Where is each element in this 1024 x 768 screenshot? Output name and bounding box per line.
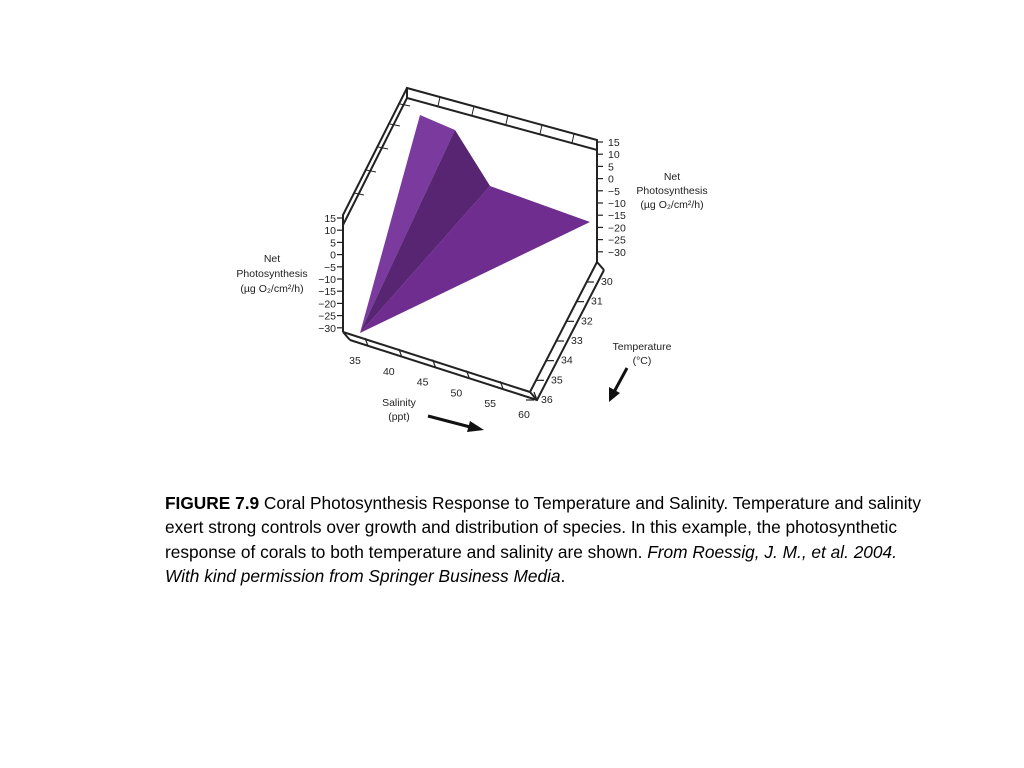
left-axis-title-line2: Photosynthesis (236, 268, 308, 280)
left-axis-tick-label: −20 (318, 298, 336, 311)
temperature-tick-label: 30 (601, 276, 613, 288)
right-axis-tick-label: −5 (608, 185, 620, 198)
caption-text: Coral Photosynthesis Response to Temperature and Salinity. Temperature and salinity exert strong controls over growth and distribution of species. In this example, the photosynthetic response of corals to both temperature and salinity are shown. (165, 493, 921, 562)
left-axis-title-line3: (µg O₂/cm²/h) (240, 283, 304, 295)
temperature-axis-title-line2: (°C) (632, 355, 652, 367)
salinity-tick-label: 45 (416, 376, 429, 389)
left-axis-tick-label: −5 (324, 261, 336, 274)
temperature-axis (526, 276, 672, 406)
salinity-tick-label: 60 (518, 409, 530, 421)
right-axis-tick-label: 0 (608, 173, 614, 186)
temperature-tick-label: 34 (561, 354, 573, 367)
right-axis-title-line3: (µg O₂/cm²/h) (640, 199, 704, 211)
right-axis-tick-label: −30 (608, 246, 626, 259)
left-axis-tick-label: 10 (324, 225, 336, 238)
salinity-tick-label: 40 (382, 365, 395, 378)
left-axis (236, 213, 343, 335)
right-axis-tick-label: −25 (608, 234, 626, 247)
caption-credit: From Roessig, J. M., et al. 2004. With kind permission from Springer Business Media (165, 541, 897, 586)
response-surface (360, 115, 590, 333)
salinity-direction-arrow-icon (428, 416, 484, 432)
figure-label: FIGURE 7.9 (165, 493, 260, 513)
right-axis-tick-label: 5 (608, 161, 614, 174)
right-axis-tick-label: −20 (608, 222, 626, 235)
left-axis-tick-label: 5 (330, 237, 336, 250)
left-axis-tick-label: −10 (318, 274, 336, 286)
temperature-tick-label: 32 (581, 315, 593, 328)
right-axis-title-line2: Photosynthesis (636, 185, 708, 197)
salinity-tick-label: 35 (349, 355, 361, 367)
left-axis-tick-label: 15 (324, 213, 336, 225)
left-axis-tick-label: 0 (330, 249, 336, 262)
temperature-tick-label: 35 (551, 374, 563, 387)
salinity-tick-label: 55 (484, 398, 497, 411)
temperature-axis-title-line1: Temperature (612, 341, 672, 353)
temperature-tick-label: 36 (541, 394, 553, 406)
left-axis-tick-label: −25 (318, 310, 336, 323)
right-axis (597, 137, 708, 259)
figure-caption (165, 491, 935, 588)
caption-end: . (560, 565, 566, 586)
right-axis-title-line1: Net (663, 171, 681, 183)
salinity-axis-title-line2: (ppt) (388, 411, 410, 423)
left-axis-title-line1: Net (263, 253, 281, 265)
right-axis-tick-label: −15 (608, 210, 626, 223)
temperature-tick-label: 31 (591, 295, 603, 308)
right-axis-tick-label: 10 (608, 149, 620, 162)
right-axis-tick-label: 15 (608, 137, 620, 149)
temperature-tick-label: 33 (571, 335, 583, 347)
left-axis-tick-label: −15 (318, 286, 336, 299)
salinity-tick-label: 50 (450, 387, 463, 400)
right-axis-tick-label: −10 (608, 198, 626, 210)
left-axis-tick-label: −30 (318, 322, 336, 335)
salinity-axis-title-line1: Salinity (382, 397, 416, 409)
temperature-direction-arrow-icon (609, 368, 627, 402)
